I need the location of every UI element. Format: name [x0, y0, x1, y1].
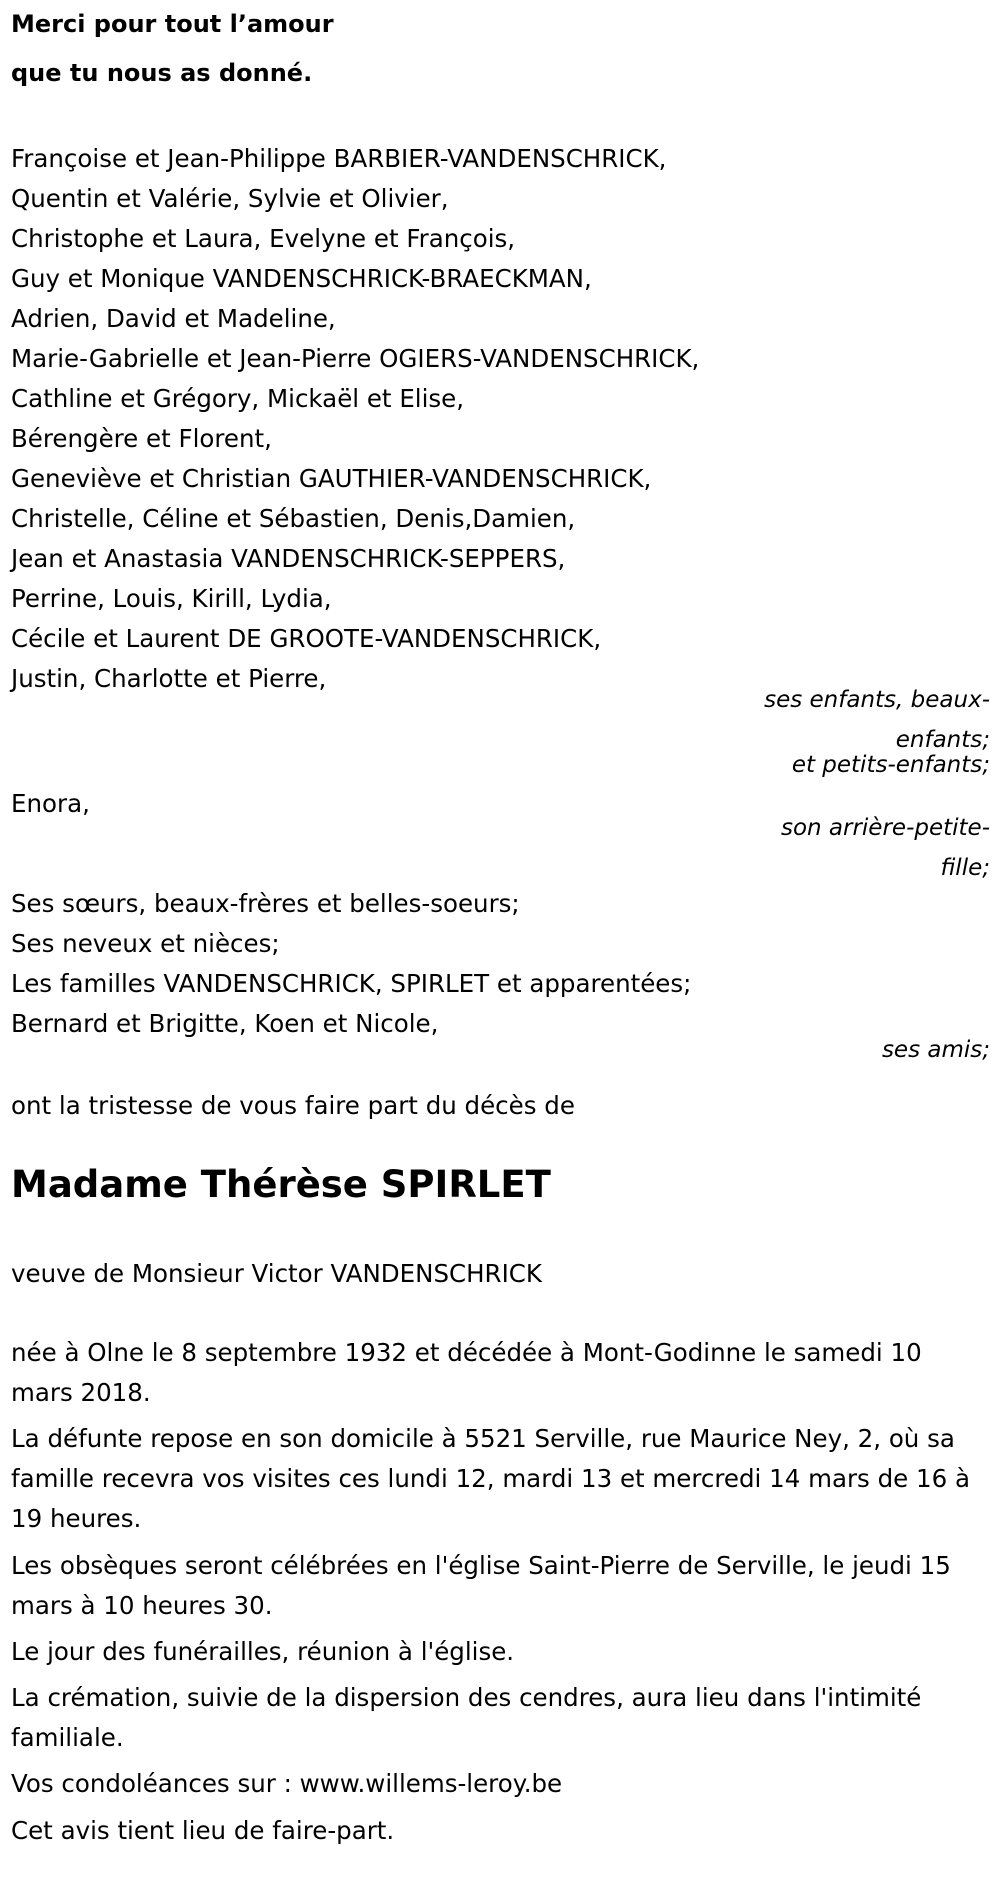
children-relation-line-3: et petits-enfants;: [791, 752, 990, 778]
paragraph-funeral: Les obsèques seront célébrées en l'église Saint-Pierre de Serville, le jeudi 15 mars à 10 heures 30.: [11, 1551, 951, 1620]
list-item: Adrien, David et Madeline,: [11, 304, 336, 333]
paragraph-birth-death: née à Olne le 8 septembre 1932 et décédée à Mont-Godinne le samedi 10 mars 2018.: [11, 1338, 922, 1407]
great-grandchild-relation-line-2: fille;: [940, 855, 990, 881]
great-grandchild-name: Enora,: [11, 789, 90, 818]
children-names-list: [11, 139, 699, 699]
list-item: Christelle, Céline et Sébastien, Denis,Damien,: [11, 504, 576, 533]
others-line-1: Ses sœurs, beaux-frères et belles-soeurs;: [11, 889, 520, 918]
list-item: Jean et Anastasia VANDENSCHRICK-SEPPERS,: [11, 544, 566, 573]
paragraph-closing: Cet avis tient lieu de faire-part.: [11, 1816, 395, 1845]
paragraph-cremation: La crémation, suivie de la dispersion des cendres, aura lieu dans l'intimité familiale.: [11, 1683, 922, 1752]
children-relation-line-2: enfants;: [895, 727, 990, 753]
heading-line-2: que tu nous as donné.: [11, 59, 313, 87]
great-grandchild-relation-line-1: son arrière-petite-: [780, 815, 990, 841]
heading-line-1: Merci pour tout l’amour: [11, 10, 334, 38]
list-item: Quentin et Valérie, Sylvie et Olivier,: [11, 184, 449, 213]
deceased-name: Madame Thérèse SPIRLET: [11, 1163, 551, 1206]
others-line-3: Les familles VANDENSCHRICK, SPIRLET et apparentées;: [11, 969, 692, 998]
paragraph-meeting: Le jour des funérailles, réunion à l'église.: [11, 1637, 515, 1666]
list-item: Cathline et Grégory, Mickaël et Elise,: [11, 384, 465, 413]
children-relation-line-1: ses enfants, beaux-: [764, 687, 990, 713]
others-line-2: Ses neveux et nièces;: [11, 929, 280, 958]
friends-relation: ses amis;: [881, 1037, 990, 1063]
paragraph-condolences: Vos condoléances sur : www.willems-leroy.be: [11, 1769, 563, 1798]
list-item: Justin, Charlotte et Pierre,: [11, 664, 327, 693]
list-item: Guy et Monique VANDENSCHRICK-BRAECKMAN,: [11, 264, 592, 293]
list-item: Bérengère et Florent,: [11, 424, 272, 453]
list-item: Geneviève et Christian GAUTHIER-VANDENSCHRICK,: [11, 464, 652, 493]
list-item: Cécile et Laurent DE GROOTE-VANDENSCHRICK,: [11, 624, 602, 653]
list-item: Christophe et Laura, Evelyne et François,: [11, 224, 516, 253]
others-line-4: Bernard et Brigitte, Koen et Nicole,: [11, 1009, 439, 1038]
widow-of: veuve de Monsieur Victor VANDENSCHRICK: [11, 1259, 542, 1288]
list-item: Perrine, Louis, Kirill, Lydia,: [11, 584, 332, 613]
announcement: ont la tristesse de vous faire part du décès de: [11, 1091, 575, 1120]
paragraph-visitation: La défunte repose en son domicile à 5521 Serville, rue Maurice Ney, 2, où sa famille recevra vos visites ces lundi 12, mardi 13 et mercredi 14 mars de 16 à 19 heures.: [11, 1424, 970, 1533]
list-item: Françoise et Jean-Philippe BARBIER-VANDENSCHRICK,: [11, 144, 667, 173]
list-item: Marie-Gabrielle et Jean-Pierre OGIERS-VANDENSCHRICK,: [11, 344, 700, 373]
